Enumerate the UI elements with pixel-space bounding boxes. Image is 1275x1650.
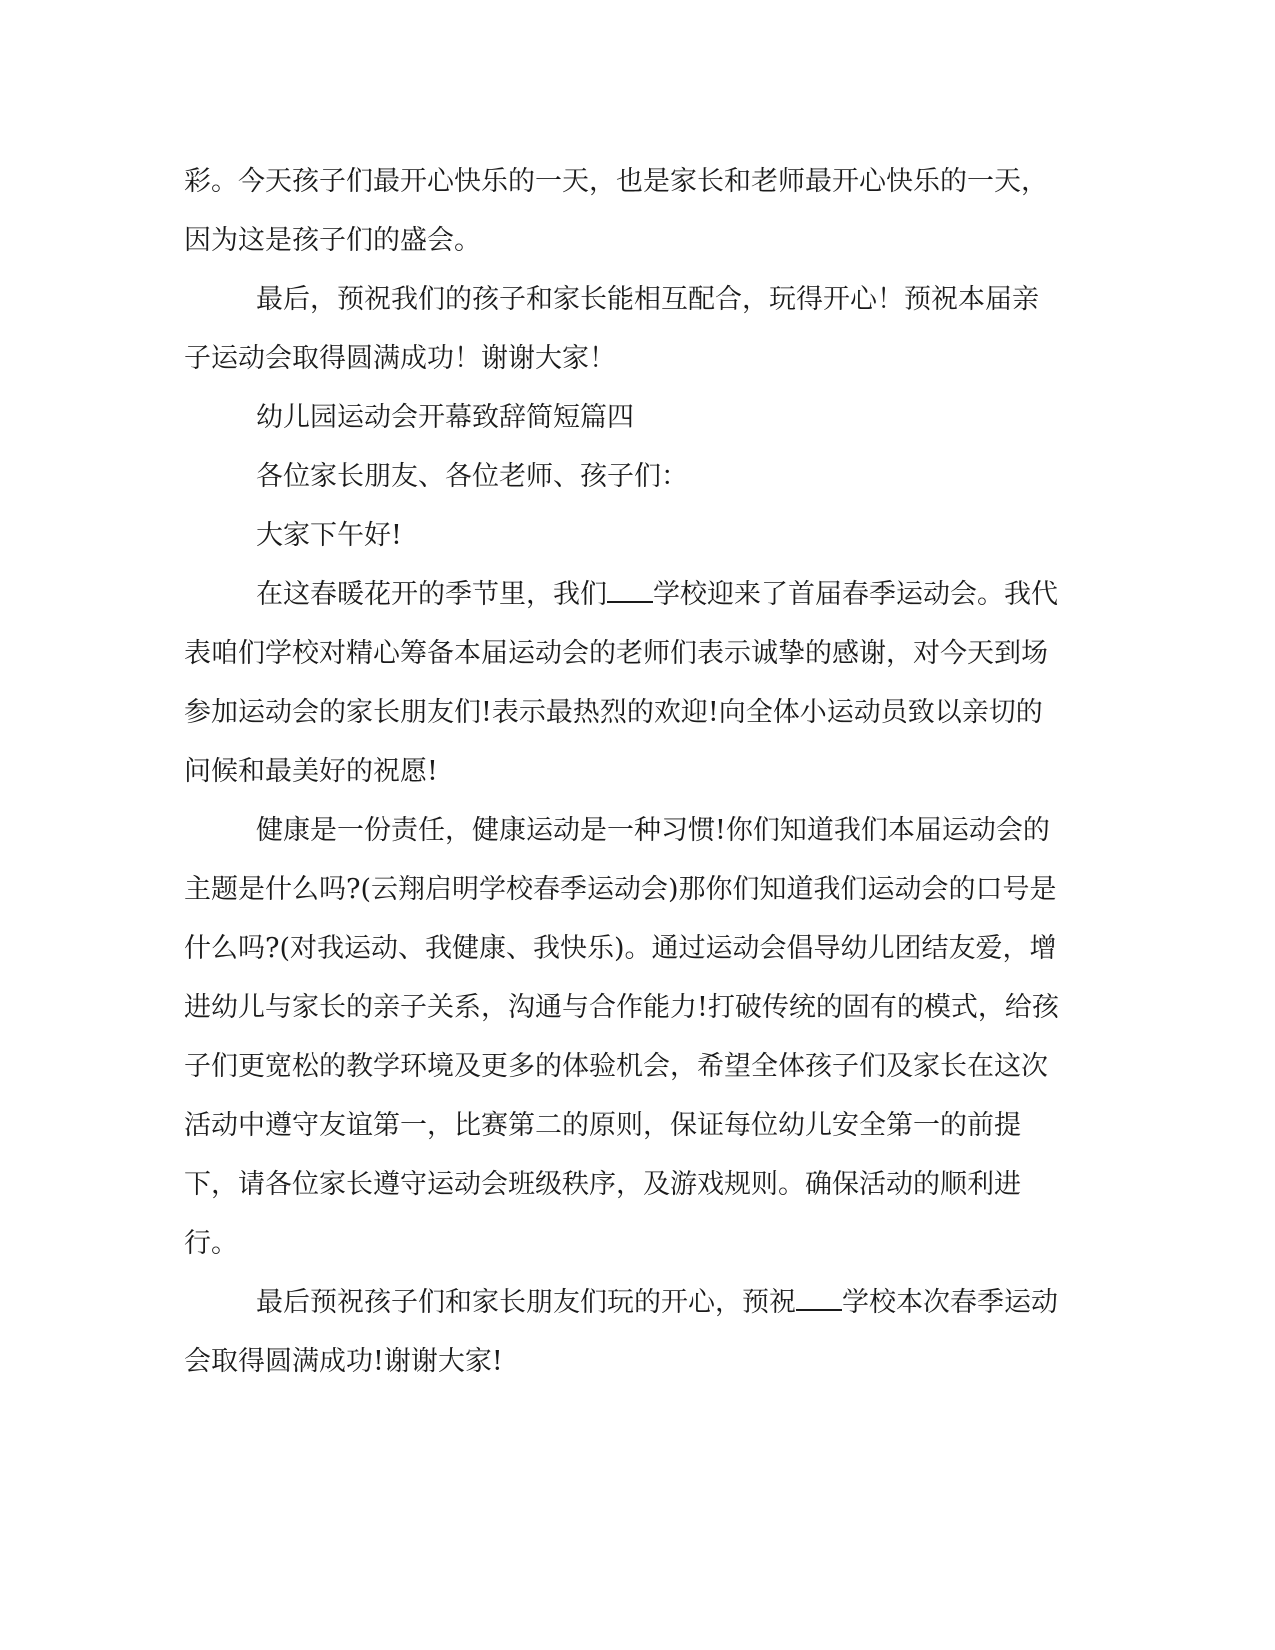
salutation: 各位家长朋友、各位老师、孩子们： bbox=[256, 461, 688, 492]
paragraph-opening-text-start: 在这春暖花开的季节里，我们 bbox=[256, 579, 607, 610]
paragraph-final-wishes bbox=[184, 1273, 1064, 1391]
paragraph-opening bbox=[184, 565, 1064, 801]
paragraph-final-text-end: 学校本次春季运动会取得圆满成功!谢谢大家! bbox=[184, 1287, 1058, 1377]
paragraph-opening-text-end: 学校迎来了首届春季运动会。我代表咱们学校对精心筹备本届运动会的老师们表示诚挚的感谢，对今天到场参加运动会的家长朋友们!表示最热烈的欢迎!向全体小运动员致以亲切的问候和最美好的祝愿! bbox=[184, 579, 1058, 787]
greeting: 大家下午好! bbox=[256, 520, 402, 551]
fill-in-blank bbox=[796, 1287, 842, 1311]
paragraph-closing-wishes: 最后，预祝我们的孩子和家长能相互配合，玩得开心！预祝本届亲子运动会取得圆满成功！谢谢大家！ bbox=[184, 284, 1039, 374]
document-body bbox=[184, 152, 1064, 1391]
paragraph-final-text-start: 最后预祝孩子们和家长朋友们玩的开心，预祝 bbox=[256, 1287, 796, 1318]
paragraph-theme: 健康是一份责任，健康运动是一种习惯!你们知道我们本届运动会的主题是什么吗?(云翔启明学校春季运动会)那你们知道我们运动会的口号是什么吗?(对我运动、我健康、我快乐)。通过运动会倡导幼儿团结友爱，增进幼儿与家长的亲子关系，沟通与合作能力!打破传统的固有的模式，给孩子们更宽松的教学环境及更多的体验机会，希望全体孩子们及家长在这次活动中遵守友谊第一，比赛第二的原则，保证每位幼儿安全第一的前提下，请各位家长遵守运动会班级秩序，及游戏规则。确保活动的顺利进行。 bbox=[184, 815, 1059, 1259]
paragraph-continuation: 彩。今天孩子们最开心快乐的一天，也是家长和老师最开心快乐的一天，因为这是孩子们的盛会。 bbox=[184, 166, 1048, 256]
section-heading: 幼儿园运动会开幕致辞简短篇四 bbox=[256, 402, 634, 433]
fill-in-blank bbox=[607, 579, 653, 603]
